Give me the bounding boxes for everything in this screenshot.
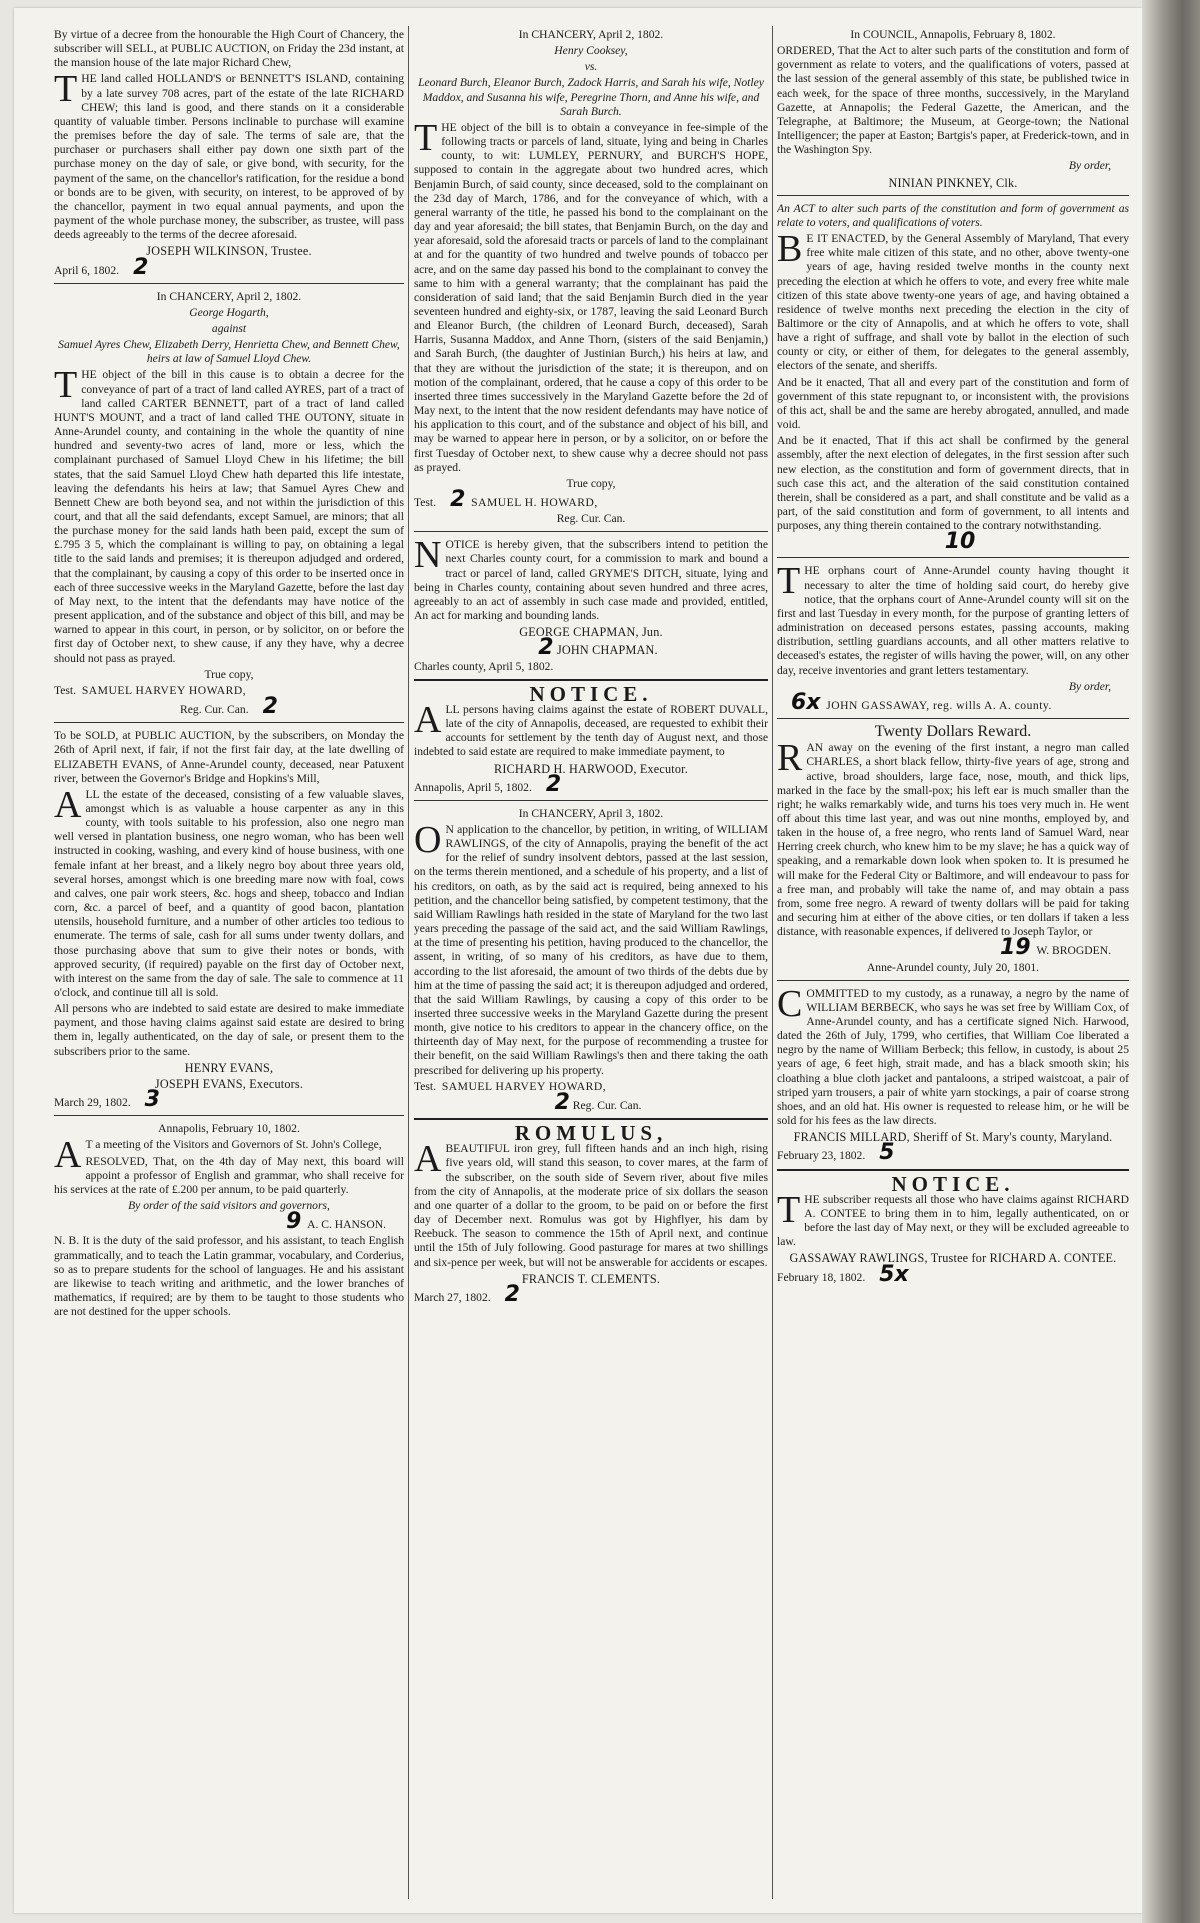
ad-byorder: By order, [1068,159,1111,173]
ad-body: OTICE is hereby given, that the subscribers intend to petition the next Charles county court, for a commission to mark and bound a tract or parcel of land, called GRYME'S DITCH, situate, lying and being in Charles county, containing about seven hundred and three acres, agreeably to an act of assembly in such case made and provided, entitled, An act for marking and bounding lands. [414,538,768,623]
drop-cap: T [777,1188,801,1231]
handwritten-mark: 6x [791,689,821,715]
notice-contee-claims [777,1171,1129,1287]
divider [414,679,768,681]
divider [414,800,768,801]
divider [777,980,1129,981]
ad-body: HE object of the bill is to obtain a conveyance in fee-simple of the following tracts or parcels of land, situate, lying and being in Charles county, to wit: LUMLEY, PERNURY, and BURCH'S HOPE, supposed to contain in the aggregate about two hundred acres, which Benjamin Burch, of said county, since deceased, sold to the complainant on the 23d day of March, 1786, and for the conveyance of which, with a general warranty of the title, he passed his bond to the complainant on the day and year aforesaid; the bill states, that Benjamin Burch, on the day and year aforesaid, sold the aforesaid tracts or parcels of land to the complainant at and for the quantity of two hundred and twelve pounds of tobacco per acre, and on the same day passed his bond to the complainant to convey the same to him with a general warranty; that the complainant has paid the consideration of said land; that the said Benjamin Burch died in the year seventeen hundred and eighty-six, or 1787, leaving the said Leonard Burch and Eleanor Burch, (the children of Leonard Burch, deceased), Sarah Harris, Susanna Maddox, and Anne Thorn, (sisters of the said Benjamin,) and Sarah Burch, (the daughter of Justinian Burch,) his heirs at law, and that they are without the jurisdiction of the state; it is thereupon, and on motion of the complainant, ordered, that he cause a copy of this order to be inserted three times successively in the Maryland Gazette before the 2d of May next, to the intent that the now resident defendants may have notice of his application to this court, and of the substance and object of his bill, and may be warned to appear here in person, or by a solicitor, on or before the first Tuesday of October next, to shew cause why a decree should not pass as prayed. [414,120,768,474]
ad-body: T a meeting of the Visitors and Governors of St. John's College, [85,1138,382,1152]
handwritten-mark: 2 [504,1281,520,1307]
divider [777,718,1129,719]
true-copy: True copy, [204,667,254,681]
column-rule [408,26,409,1899]
committed-runaway [777,982,1129,1166]
ad-body: And be it enacted, That all and every part of the constitution and form of government of this state repugnant to, or inconsistent with, the provisions of this act, shall be and the same are hereby abrogated, annulled, and made void. [777,375,1129,432]
ad-party: George Hogarth, [189,305,269,319]
ad-signer: NINIAN PINKNEY, Clk. [888,175,1018,190]
ad-date: February 23, 1802. [777,1149,866,1163]
handwritten-mark: 2 [545,771,562,797]
ad-intro: To be SOLD, at PUBLIC AUCTION, by the subscribers, on Monday the 26th of April next, if fair, if not the first fair day, at the late dwelling of ELIZABETH EVANS, of Anne-Arundel county, deceased, near Patuxent river, between the Governor's Bridge and Hopkins's Mill, [54,729,404,785]
ad-date: Annapolis, April 5, 1802. [414,780,532,794]
ad-date: Anne-Arundel county, July 20, 1801. [866,960,1040,974]
drop-cap: O [414,818,442,861]
handwritten-mark: 5x [879,1261,909,1287]
drop-cap: T [54,68,78,111]
ad-against: against [211,321,247,335]
ad-date: April 6, 1802. [54,263,120,277]
ad-title: Twenty Dollars Reward. [874,723,1032,741]
chancery-hogarth [54,290,404,718]
ad-title: NOTICE. [891,1171,1015,1196]
ad-intro: By virtue of a decree from the honourable the High Court of Chancery, the subscriber will SELL, at PUBLIC AUCTION, on Friday the 23d instant, at the mansion house of the late major Richard Chew, [54,28,404,70]
orphans-court-notice [777,560,1129,715]
ad-role: Executors. [249,1076,304,1091]
ad-heading: In COUNCIL, Annapolis, February 8, 1802. [850,28,1056,41]
ad-body: HE orphans court of Anne-Arundel county having thought it necessary to alter the time of holding said court, do hereby give notice, that the orphans court of Anne-Arundel county will sit on the first and last Tuesday in every month, for the purpose of granting letters of administration on deceased persons estates, passing accounts, making distribution, settling guardians accounts, and all other matters relative to deceased's estates, the register of wills having the power, will, on any other day, receive inventories and grant letters testamentary. [777,564,1129,677]
ad-signer: JOHN CHAPMAN. [556,643,658,658]
ad-heading: In CHANCERY, April 3, 1802. [518,806,664,820]
romulus-stud [414,1121,768,1307]
drop-cap: T [54,364,78,407]
ad-vs: vs. [584,60,598,74]
ad-body: N application to the chancellor, by petition, in writing, of WILLIAM RAWLINGS, of the city of Annapolis, praying the benefit of the act for the relief of sundry insolvent debtors, passed at the last session, on the terms therein mentioned, and a schedule of his property, and a list of his creditors, on oath, as by the said act is required, being annexed to his petition, and the chancellor being satisfied, by competent testimony, that the said William Rawlings hath resided in the state of Maryland for the two last years preceding the passage of the said act, and the said William Rawlings, at the time of presenting his petition, having produced to the chancellor, the assent, in writing, of so many of his creditors, as have due to them, according to the list aforesaid, the amount of two thirds of the debts due by him at the time of passing the said act; it is thereupon adjudged and ordered, that the said William Rawlings, by causing a copy of this order to be inserted three successive weeks in the Maryland Gazette during the present month, give notice to his creditors to appear in the chancery office, on the thirteenth day of May next, for the purpose of recommending a trustee for their benefit, on the said William Rawlings's then and there taking the oath prescribed for delivering up his property. [414,822,768,1077]
ad-body: AN away on the evening of the first instant, a negro man called CHARLES, a short black fellow, thirty-five years of age, strong and active, broad shoulders, large face, nose, mouth, and thick lips, marked in the face by the small-pox; his left ear is much smaller than the right; he walks remarkably wide, and turns his toes very much in. He went off about this time last year, and was out nine months, employed by, and taken in the house of, a free negro, who rents land of Samuel Ward, near Herring creek church, who knew him to be my slave; he has a quick way of speaking, and a remarkable down look when spoken to. It is presumed he will make for the Federal City or Baltimore, and will endeavour to pass for a free man, and probably will take the name of, and may obtain a pass from, some free negro. A reward of twenty dollars will be paid for taking and securing him at either of the above cities, or ten dollars if taken a less distance, with reasonable expences, if delivered to Joseph Taylor, or [777,741,1129,939]
ad-office: Reg. Cur. Can. [556,512,626,526]
handwritten-mark: 2 [262,694,278,720]
handwritten-mark: 10 [944,529,976,555]
ad-dateline: Annapolis, February 10, 1802. [158,1122,300,1136]
ad-body: E IT ENACTED, by the General Assembly of Maryland, That every free white male citizen of this state, and no other, above twenty-one years of age, having resided twelve months in the county next preceding the election at which he offers to vote, and every free white male citizen of this state above twenty-one years of age, and having obtained a residence of twelve months next preceding the election in the city of Baltimore or the city of Annapolis, and at which he offers to vote, shall have a right of suffrage, and shall vote by ballot in the election of such county or city, or either of them, for delegates to the general assembly, electors of the senate, and sheriffs. [777,232,1129,373]
test-label: Test. [414,1079,437,1093]
ad-party: Henry Cooksey, [554,44,628,58]
drop-cap: R [777,737,803,780]
ad-date: February 18, 1802. [777,1270,866,1284]
drop-cap: C [777,982,803,1025]
handwritten-mark: 9 [285,1209,302,1235]
ad-body: HE land called HOLLAND'S or BENNETT'S ISLAND, containing by a late survey 708 acres, part of the estate of the late RICHARD CHEW; this land is good, and there stands on it a considerable quantity of valuable timber. Persons inclinable to purchase will examine the premises before the day of sale. The terms of sale are, that the purchaser or purchasers shall either pay down one sixth part of the purchase money on the day of sale, or give bond, with security, for the payment of the same, on the chancellor's ratification, for the residue a bond or bonds are to be given, with security, on interest, to be approved of by the chancellor, payment in two equal annual payments, and upon the payment of the whole purchase money, the subscriber, as trustee, will pass deeds agreeably to the terms of the decree aforesaid. [54,72,404,242]
ad-title: ROMULUS, [514,1121,668,1146]
ad-body: LL the estate of the deceased, consisting of a few valuable slaves, amongst which is as valuable a house carpenter as any in this county, with tools suitable to his profession, also one negro man well versed in plantation business, one negro woman, who has been well instructed in cooking, washing, and every kind of house business, with one female infant at her breast, and a likely negro boy about three years old, several horses, amongst which is one breeding mare now with foal, cows and calves, one pair work steers, &c. hogs and sheep, tobacco and Indian corn, &c. a parcel of beef, and a quantity of good bacon, plantation utensils, household furniture, and a number of other articles too tedious to enumerate. The terms of sale, cash for all sums under twenty dollars, and those purchasing above that sum to give their notes or bonds, with approved security, (if required) payable on the first day of October next, with interest on the same from the day of sale. The sale to commence at 11 o'clock, and continue till all is sold. [54,787,404,999]
ad-resolved: RESOLVED, That, on the 4th day of May next, this board will appoint a professor of English and grammar, who shall receive for his services at the rate of £.200 per annum, to be paid quarterly. [54,1154,404,1196]
handwritten-mark: 5 [879,1140,895,1166]
handwritten-mark: 3 [144,1087,160,1113]
drop-cap: A [414,1138,442,1181]
test-label: Test. [54,683,77,697]
ad-heading: In CHANCERY, April 2, 1802. [518,28,664,41]
column-2 [414,28,768,1899]
drop-cap: A [54,783,82,826]
column-1 [54,28,404,1899]
column-rule [772,26,773,1899]
ad-nb: N. B. It is the duty of the said professor, and his assistant, to teach English grammatically, and to teach the Latin grammar, vocabulary, and Corderius, so as to prepare students for the school of languages. He and his assistant are likewise to teach writing and arithmetic, and the lower branches of mathematics, if required; are by them to be taught to those students who are not destined for the upper schools. [54,1234,404,1319]
ad-heading: In CHANCERY, April 2, 1802. [156,289,302,303]
ad-body: LL persons having claims against the estate of ROBERT DUVALL, late of the city of Annapolis, deceased, are requested to exhibit their accounts for settlement by the tenth day of August next, and those indebted to said estate are required to make immediate payment, to [414,702,768,759]
ad-body-2: All persons who are indebted to said estate are desired to make immediate payment, and those having claims against said estate are desired to bring them in, legally authenticated, on the day of sale, or present them to the subscribers prior to the same. [54,1002,404,1058]
ad-title: NOTICE. [529,681,653,706]
notice-duvall-estate [414,681,768,797]
divider [777,557,1129,558]
ad-signer: SAMUEL HARVEY HOWARD, [81,683,247,697]
divider [54,722,404,723]
handwritten-mark: 2 [538,635,554,661]
divider [54,1115,404,1116]
auction-evans-estate [54,729,404,1113]
ad-body: BEAUTIFUL iron grey, full fifteen hands and an inch high, rising five years old, will stand this season, to cover mares, at the farm of the subscriber, on the south side of Severn river, about five miles from the city of Annapolis, at the moderate price of six dollars the season and one quarter of a dollar to the groom, to be paid on or before the first day of December next. Romulus was got by Highflyer, his dam by Reebuck. The season to commence the 15th of April next, and continue until the 15th of July following. Good pasturage for mares at two shillings and six-pence per week, but will not be answerable for accidents or escapes. [414,1142,768,1269]
auction-holland-island [54,28,404,278]
drop-cap: A [54,1134,82,1177]
ad-body: HE object of the bill in this cause is to obtain a decree for the conveyance of part of a tract of land called AYRES, part of a tract of land called CARTER BENNETT, part of a tract of land called HUNT'S MOUNT, and a tract of land called THE OUTONY, situate in Anne-Arundel county, and containing in the whole the quantity of nine hundred and seventy-two acres of land, more or less, which the complainant purchased of Samuel Lloyd Chew in his lifetime; the bill states, that the said Samuel Lloyd Chew hath departed this life intestate, leaving the defendants his heirs at law; that Samuel Ayres Chew and Bennett Chew are both beyond sea, and not within the jurisdiction of this court, and that all the said defendants, except Samuel, are minors; that all the purchase money for the said lands hath been paid, except the sum of £.795 3 5, which the complainant is willing to pay, on obtaining a legal title to the said lands and premises; it is thereupon adjudged and ordered, that the complainant, by causing a copy of this order to be inserted once in each of three successive weeks in the Maryland Gazette, before the last day of May next, to the intent that the defendants may have notice of the present application, and of the substance and object of this bill, and may be warned to appear in this court, in person, or by solicitor, on or before the first day of October next, to shew cause, if any they have, why a decree should not pass as prayed. [54,368,404,665]
ad-body: HE subscriber requests all those who have claims against RICHARD A. CONTEE to bring them in to him, legally authenticated, on or before the last day of May next, or they will be excluded agreeable to law. [777,1192,1129,1249]
ad-signer: SAMUEL HARVEY HOWARD, [441,1079,607,1093]
divider [777,195,1129,196]
notice-gryme-ditch [414,534,768,673]
ad-signer: FRANCIS MILLARD, Sheriff of St. Mary's county, Maryland. [793,1130,1113,1145]
true-copy: True copy, [566,476,616,490]
ad-date: March 27, 1802. [414,1290,491,1304]
column-3 [777,28,1129,1899]
ad-signer: W. BROGDEN. [1036,944,1111,958]
ad-signer: JOSEPH WILKINSON, Trustee. [146,244,312,259]
ad-signer: A. C. HANSON. [307,1218,386,1232]
drop-cap: T [414,116,438,159]
act-title: An ACT to alter such parts of the constitution and form of government as relate to voters, and qualifications of voters. [777,201,1129,229]
divider [777,1169,1129,1171]
drop-cap: T [777,560,801,603]
st-johns-college-notice [54,1122,404,1319]
ad-signer: GEORGE CHAPMAN, Jun. [519,625,663,640]
council-voters-act [777,28,1129,555]
chancery-rawlings [414,807,768,1113]
ad-signer: HENRY EVANS, [184,1060,274,1075]
newspaper-page [14,8,1142,1913]
ad-party: Samuel Ayres Chew, Elizabeth Derry, Henrietta Chew, and Bennett Chew, heirs at law of Samuel Lloyd Chew. [58,338,400,366]
drop-cap: A [414,698,442,741]
ad-signer: JOSEPH EVANS, [154,1076,247,1091]
divider [414,1118,768,1120]
ad-date: Charles county, April 5, 1802. [414,659,554,673]
ad-signer: RICHARD H. HARWOOD, Executor. [493,761,688,776]
divider [54,283,404,284]
ad-signer: FRANCIS T. CLEMENTS. [521,1271,661,1286]
ad-byorder: By order, [1068,679,1111,693]
ad-signer: JOHN GASSAWAY, reg. wills A. A. county. [826,698,1052,712]
handwritten-mark: 2 [554,1089,570,1115]
drop-cap: B [777,228,803,271]
handwritten-mark: 2 [450,487,466,512]
ad-body: ORDERED, That the Act to alter such parts of the constitution and form of government as relate to voters, and the qualifications of voters, passed at the last session of the general assembly of this state, be published twice in each week, for the space of three months, successively, in the Maryland Gazette, at Annapolis; the Federal Gazette, the American, and the Telegraphe, at Baltimore; the Museum, at George-town; the National Intelligencer; the paper at Easton; Bartgis's paper, at Frederick-town, and in the Washington Spy. [777,44,1129,157]
ad-signer: GASSAWAY RAWLINGS, Trustee for RICHARD A. CONTEE. [789,1251,1117,1266]
handwritten-mark: 2 [133,254,149,280]
ad-byorder: By order of the said visitors and governors, [128,1199,330,1213]
ad-office: Reg. Cur. Can. [180,703,249,717]
binding-edge [1142,0,1200,1923]
ad-office: Reg. Cur. Can. [572,1098,642,1112]
drop-cap: N [414,534,442,577]
ad-body: And be it enacted, That if this act shall be confirmed by the general assembly, after the next election of delegates, in the first session after such new election, as the constitution and form of government directs, that in such case this act, and the alteration of the said constitution contained therein, shall be considered as a part, and shall constitute and be valid as a part, of the said constitution and form of government, to all intents and purposes, any thing therein contained to the contrary notwithstanding. [777,434,1129,533]
runaway-reward [777,725,1129,975]
handwritten-mark: 19 [999,935,1031,961]
ad-body: OMMITTED to my custody, as a runaway, a negro by the name of WILLIAM BERBECK, who says he was set free by William Cox, of Anne-Arundel county, and has a certificate signed Nich. Harwood, dated the 26th of July, 1799, who certifies, that William Coe liberated a negro by the name of William Berbeck; this fellow, in custody, is about 25 years of age, 6 feet high, strait made, and has a black smooth skin; his cloathing a blue cloth jacket and pantaloons, a striped waistcoat, a pair of striped yarn trousers, a pair of white yarn stockings, a pair of coarse strong shoes, and an old hat. His owner is requested to release him, or he will be sold for his fees as the law directs. [777,986,1129,1128]
ad-date: March 29, 1802. [54,1096,131,1110]
divider [414,531,768,532]
ad-party: Leonard Burch, Eleanor Burch, Zadock Harris, and Sarah his wife, Notley Maddox, and Susanna his wife, Peregrine Thorn, and Anne his wife, and Sarah Burch. [418,76,764,118]
ad-signer: SAMUEL H. HOWARD, [471,496,598,509]
chancery-cooksey [414,28,768,526]
test-label: Test. [414,496,437,509]
